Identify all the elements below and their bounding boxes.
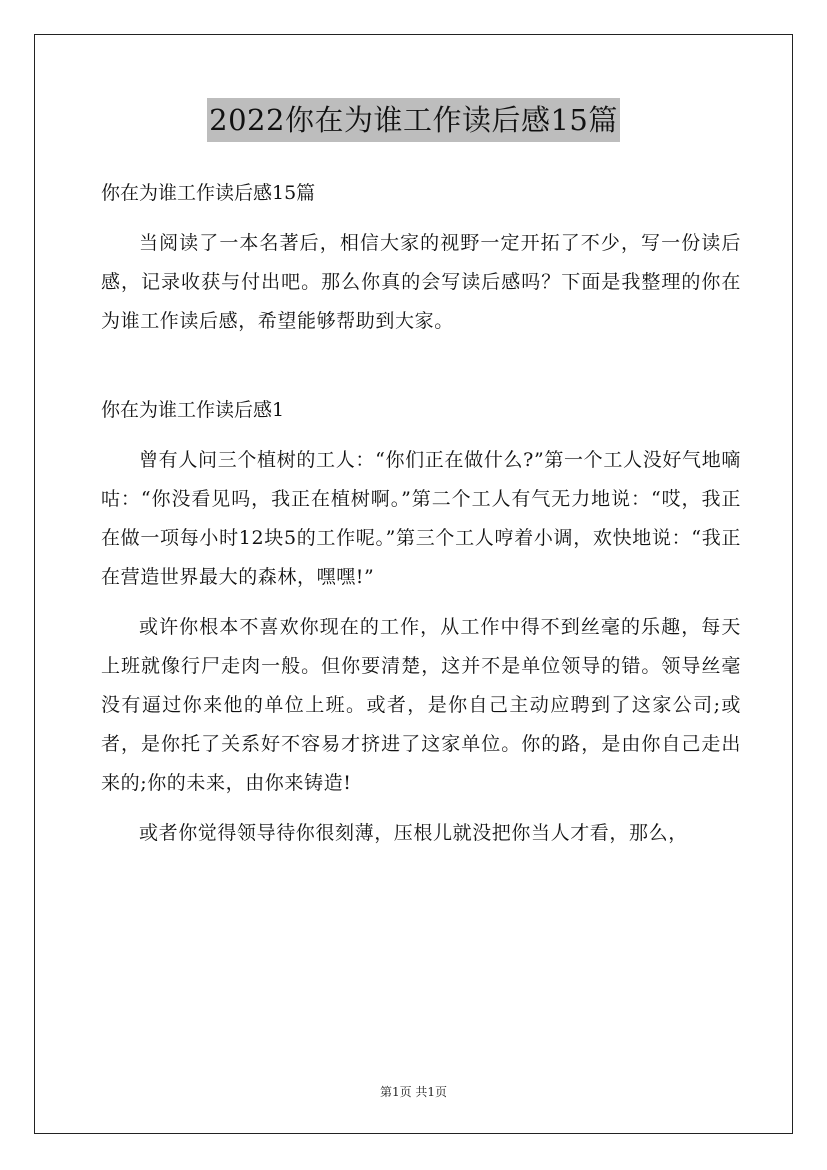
intro-paragraph: 当阅读了一本名著后，相信大家的视野一定开拓了不少，写一份读后感，记录收获与付出吧。那么你真的会写读后感吗？下面是我整理的你在为谁工作读后感，希望能够帮助到大家。 [101,232,741,332]
intro-heading: 你在为谁工作读后感15篇 [101,182,316,204]
body-paragraph-2: 或许你根本不喜欢你现在的工作，从工作中得不到丝毫的乐趣，每天上班就像行尸走肉一般。但你要清楚，这并不是单位领导的错。领导丝毫没有逼过你来他的单位上班。或者，是你自己主动应聘到了这家公司;或者，是你托了关系好不容易才挤进了这家单位。你的路，是由你自己走出来的;你的未来，由你来铸造! [101,616,741,794]
body-paragraph-1: 曾有人问三个植树的工人：“你们正在做什么?”第一个工人没好气地嘀咕：“你没看见吗，我正在植树啊。”第二个工人有气无力地说：“哎，我正在做一项每小时12块5的工作呢。”第三个工人哼着小调，欢快地说：“我正在营造世界最大的森林，嘿嘿!” [101,449,741,588]
spacer [101,213,741,224]
spacer [101,803,741,814]
title-container [0,98,827,142]
page-footer [0,1084,827,1100]
spacer [101,430,741,441]
spacer [101,341,741,391]
section-heading: 你在为谁工作读后感1 [101,399,285,421]
page-number-label: 第1页 共1页 [379,1085,448,1099]
document-title: 2022你在为谁工作读后感15篇 [207,98,620,142]
body-paragraph-3: 或者你觉得领导待你很刻薄，压根儿就没把你当人才看，那么， [139,822,688,844]
spacer [101,597,741,608]
document-body [101,174,741,853]
